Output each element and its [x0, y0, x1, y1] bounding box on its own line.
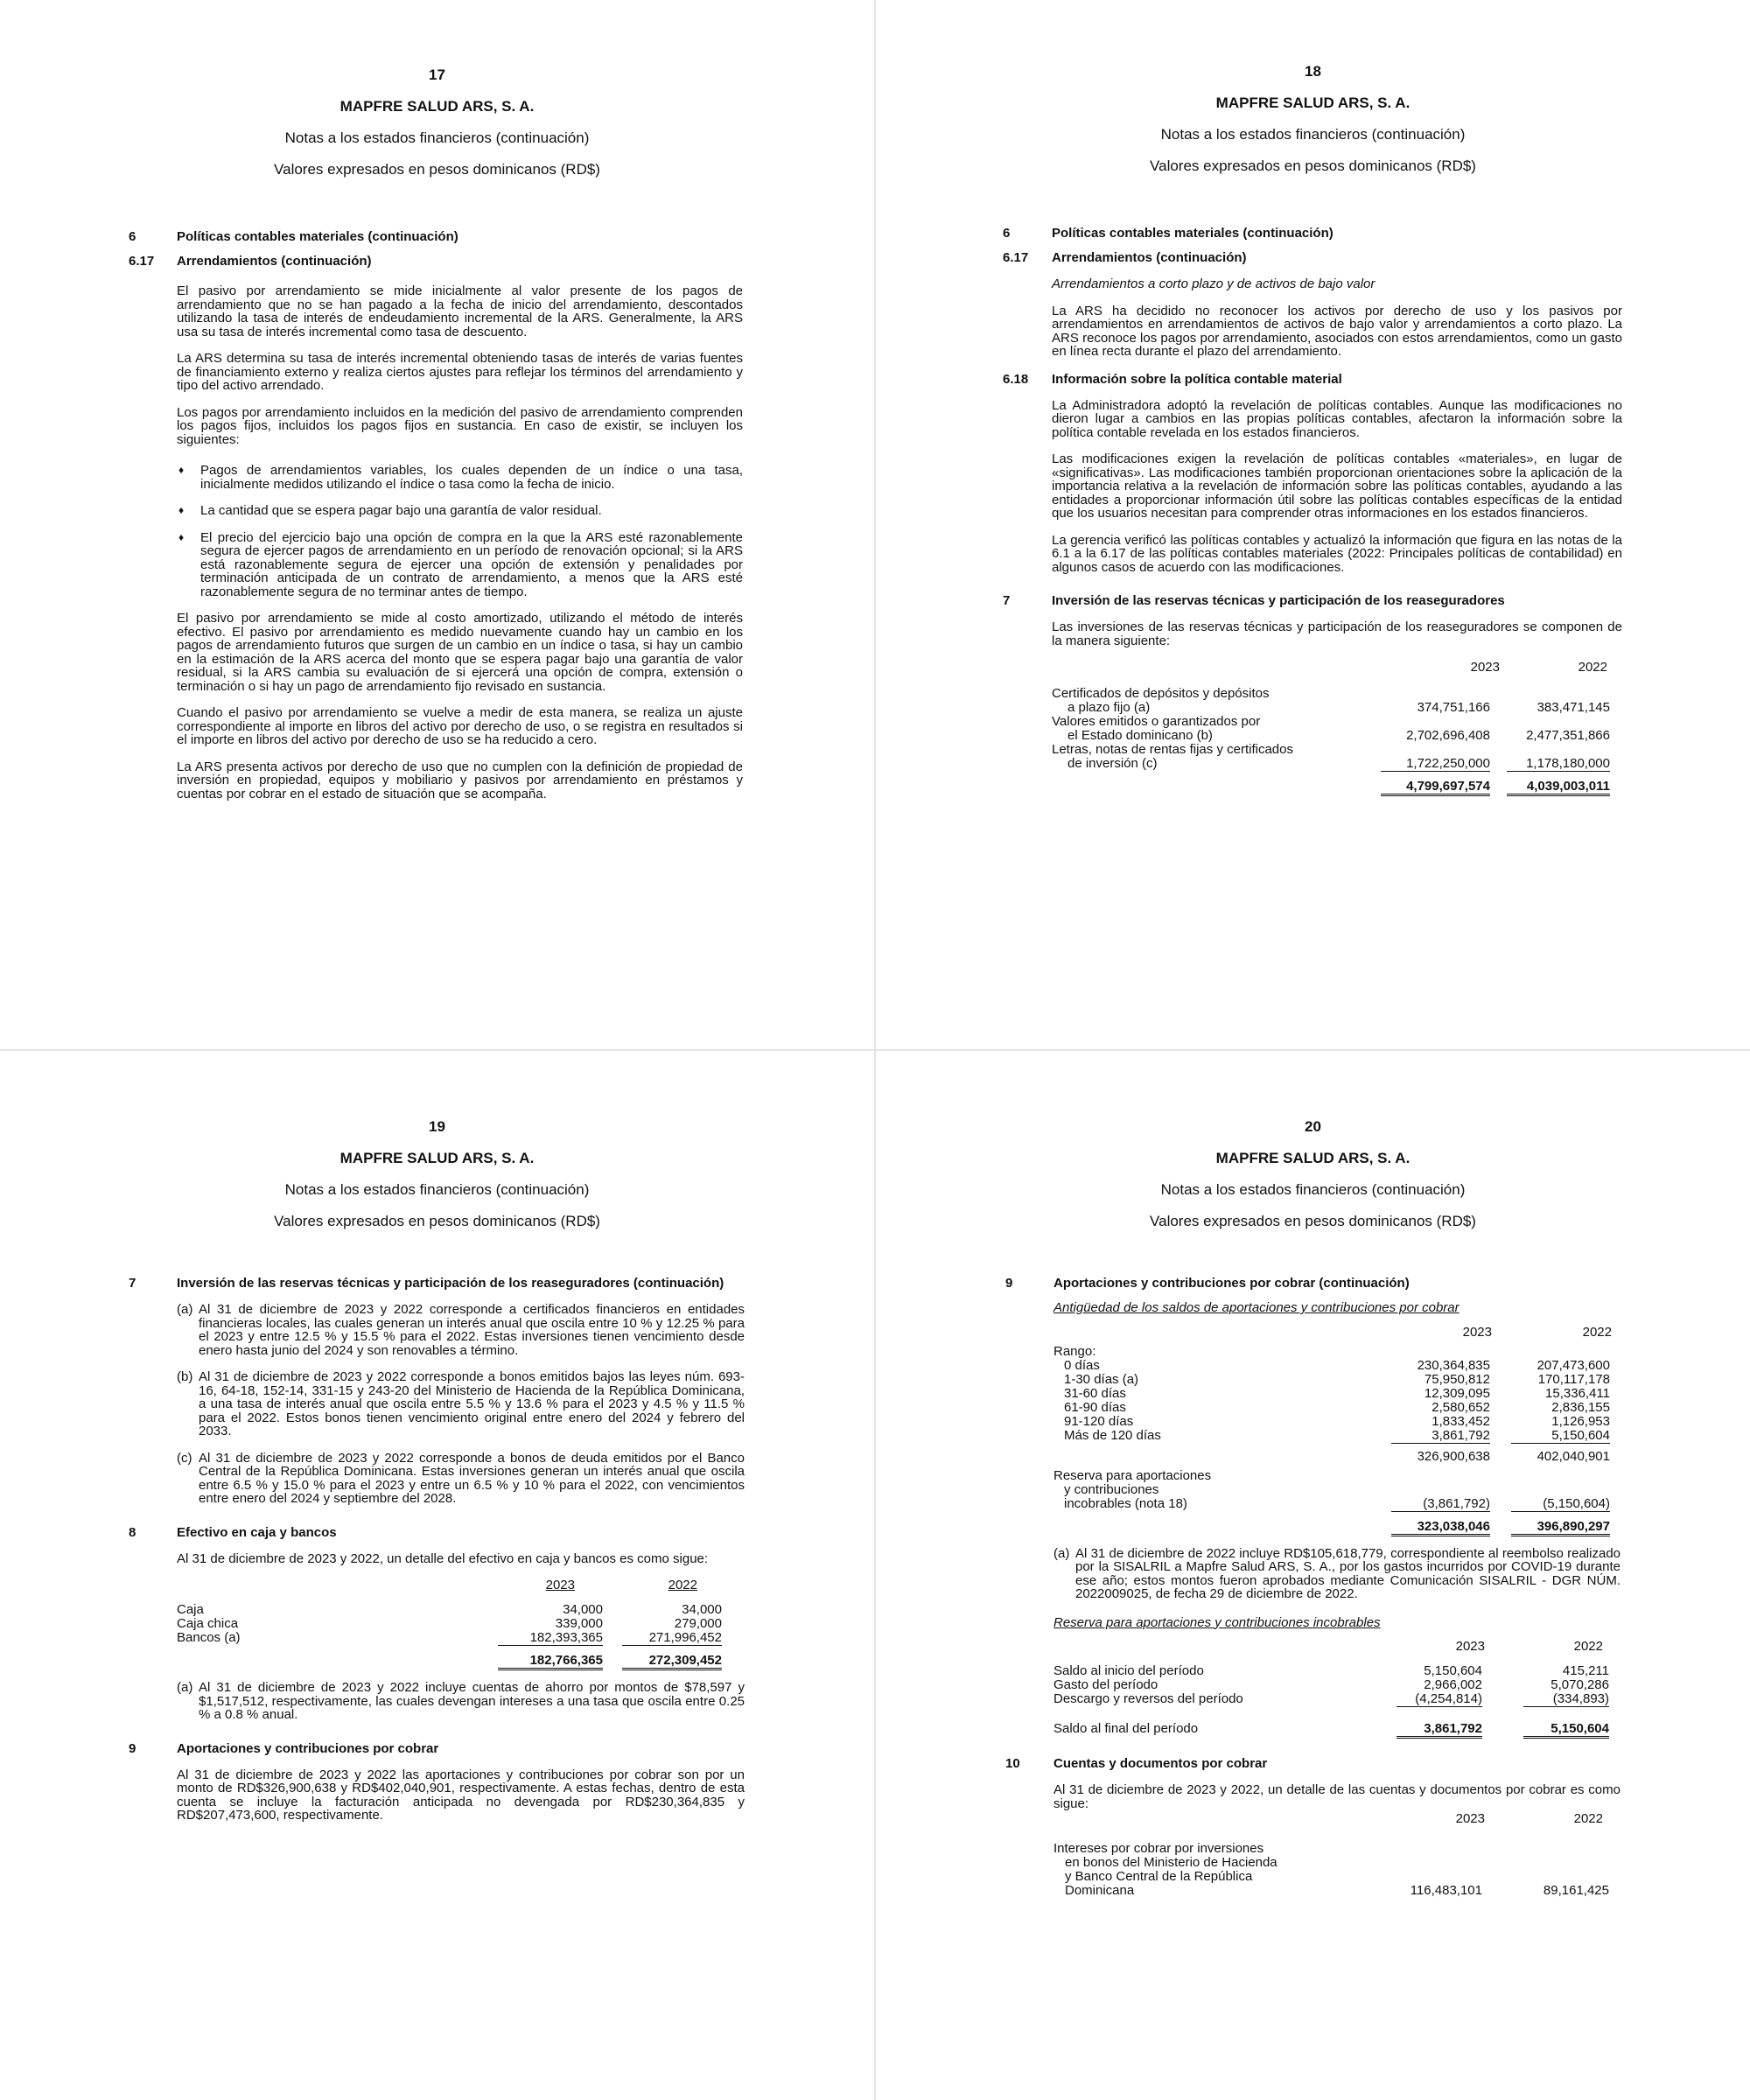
notes-subtitle: Notas a los estados financieros (continuación)	[1160, 126, 1466, 143]
total-2022: 272,309,452	[622, 1654, 722, 1670]
note-label: (a)	[1054, 1545, 1070, 1561]
value-2022: 2,836,155	[1551, 1399, 1610, 1415]
subsection-number: 6.18	[1003, 371, 1029, 387]
subsection-heading	[876, 372, 1750, 387]
note-text: Al 31 de diciembre de 2023 y 2022 incluye cuentas de ahorro por montos de $78,597 y $1,517,512, respectivamente, las cuales devengan intereses a una tasa que oscila entre 0.25 % a 0.8 % anual.	[199, 1680, 745, 1722]
bullet-item	[178, 463, 743, 492]
subsection-number: 6.17	[1003, 250, 1029, 265]
column-header-2022: 2022	[1582, 1324, 1612, 1340]
company-name: MAPFRE SALUD ARS, S. A.	[340, 98, 535, 115]
total-2023: 4,799,697,574	[1381, 780, 1490, 796]
row-label: Rango:	[1054, 1343, 1096, 1359]
column-header-2022: 2022	[1578, 660, 1607, 675]
row-label: Reserva para aportaciones	[1054, 1467, 1212, 1483]
paragraph: La ARS determina su tasa de interés incremental obteniendo tasas de interés de varias fuentes de financiamiento externo y realiza ciertos ajustes para reflejar los términos del arrendamiento y tipo del activo arrendado.	[177, 351, 743, 393]
total-row	[876, 780, 1750, 794]
table-row	[0, 1603, 874, 1617]
row-label: 31-60 días	[1064, 1385, 1126, 1401]
value-2023: 2,966,002	[1424, 1677, 1482, 1692]
table-row	[876, 1497, 1750, 1511]
diamond-bullet-icon: ♦	[178, 464, 185, 476]
section-title: Efectivo en caja y bancos	[177, 1524, 337, 1540]
notes-subtitle: Notas a los estados financieros (continuación)	[1160, 1181, 1466, 1198]
paragraph: La Administradora adoptó la revelación de políticas contables. Aunque las modificaciones no dieron lugar a cambios en las propias políticas contables, afectaron la información sobre la política contable revelada en los estados financieros.	[1052, 397, 1622, 440]
page-18	[876, 0, 1750, 1049]
section-title: Aportaciones y contribuciones por cobrar	[177, 1740, 439, 1756]
row-label: Saldo al inicio del período	[1054, 1663, 1204, 1678]
page-20	[876, 1051, 1750, 2100]
total-row	[0, 1654, 874, 1668]
row-label: Bancos (a)	[177, 1630, 241, 1645]
section-title: Aportaciones y contribuciones por cobrar (continuación)	[1054, 1276, 1410, 1291]
section-title: Inversión de las reservas técnicas y participación de los reaseguradores	[1052, 593, 1505, 608]
total-2023: 3,861,792	[1396, 1722, 1482, 1739]
table-header-row	[876, 1812, 1750, 1830]
row-label: Gasto del período	[1054, 1677, 1158, 1692]
row-label: y contribuciones	[1064, 1481, 1159, 1497]
value-2022: 207,473,600	[1536, 1357, 1610, 1373]
section-heading	[876, 1756, 1750, 1771]
row-label: 61-90 días	[1064, 1399, 1126, 1415]
note-label: (c)	[177, 1450, 192, 1466]
column-header-2023: 2023	[1455, 1639, 1485, 1654]
paragraph: El pasivo por arrendamiento se mide inicialmente al valor presente de los pagos de arrendamiento que no se han pagado a la fecha de inicio del arrendamiento, descontados utilizando la tasa de interés de endeudamiento incremental de la ARS. Generalmente, la ARS usa su tasa de interés incremental como tasa de descuento.	[177, 284, 743, 340]
section-title: Políticas contables materiales (continuación)	[1052, 226, 1334, 241]
bullet-item	[178, 529, 743, 599]
total-2022: 5,150,604	[1523, 1722, 1609, 1739]
total-2022: 396,890,297	[1511, 1520, 1610, 1536]
value-2022: 271,996,452	[622, 1631, 722, 1646]
section-heading	[0, 1525, 874, 1540]
section-number: 10	[1005, 1756, 1020, 1771]
page-number: 20	[1305, 1118, 1321, 1135]
table-row	[876, 1401, 1750, 1415]
row-label: Letras, notas de rentas fijas y certificados	[1052, 742, 1293, 757]
paragraph: Al 31 de diciembre de 2023 y 2022 las aportaciones y contribuciones por cobrar son por un monto de RD$326,900,638 y RD$402,040,901, respectivamente. A estas fechas, dentro de esta cuenta se incluye la facturación anticipada no devengada por RD$230,364,835 y RD$207,473,600, respectivamente.	[177, 1767, 745, 1823]
table-row	[0, 1631, 874, 1645]
table-row	[876, 1469, 1750, 1483]
value-2023: 339,000	[555, 1616, 603, 1631]
row-label: y Banco Central de la República	[1065, 1869, 1253, 1884]
value-2023: 2,580,652	[1432, 1399, 1490, 1415]
row-label: 91-120 días	[1064, 1413, 1134, 1429]
value-2022: 89,161,425	[1543, 1883, 1609, 1898]
value-2022: 415,211	[1562, 1663, 1609, 1678]
table-header-row	[876, 661, 1750, 678]
company-name: MAPFRE SALUD ARS, S. A.	[340, 1150, 535, 1166]
row-label: Saldo al final del período	[1054, 1721, 1199, 1736]
bullet-text: Pagos de arrendamientos variables, los cuales dependen de un índice o una tasa, inicialmente medidos utilizando el índice o tasa como la fecha de inicio.	[200, 463, 743, 492]
row-label: incobrables (nota 18)	[1064, 1495, 1187, 1511]
total-row	[876, 1722, 1750, 1736]
table-row	[876, 1387, 1750, 1401]
column-header-2023: 2023	[1470, 660, 1500, 675]
column-header-2022: 2022	[1573, 1811, 1603, 1826]
table-row	[876, 687, 1750, 701]
value-2023: 1,833,452	[1432, 1413, 1490, 1429]
section-heading	[0, 1276, 874, 1291]
table-row	[876, 1884, 1750, 1898]
paragraph: El pasivo por arrendamiento se mide al costo amortizado, utilizando el método de interés efectivo. El pasivo por arrendamiento es medido nuevamente cuando hay un cambio en los pagos de arrendamiento futuros que surgen de un cambio en un índice o tasa, si hay un cambio en la estimación de la ARS acerca del monto que se espera pagar bajo una garantía de valor residual, si la ARS cambia su evaluación de si ejercerá una opción de compra, extensión o terminación o si hay un pago de arrendamiento fijo revisado en sustancia.	[177, 611, 743, 694]
subsection-heading	[876, 250, 1750, 265]
note-label: (a)	[177, 1302, 193, 1317]
section-heading	[876, 226, 1750, 241]
value-2023: (4,254,814)	[1396, 1692, 1482, 1707]
value-2023: 230,364,835	[1417, 1357, 1490, 1373]
table-row	[0, 1617, 874, 1631]
value-2023: 12,309,095	[1424, 1385, 1490, 1401]
note-text: Al 31 de diciembre de 2022 incluye RD$105,618,779, correspondiente al reembolso realizado por la SISALRIL a Mapfre Salud ARS, S. A., por los gastos incurridos por COVID-19 durante ese año; estos montos fueron aprobados mediante Comunicación SISALRIL - DGR NÚM. 2022009025, de fecha 29 de diciembre de 2022.	[1075, 1545, 1620, 1601]
bullet-text: La cantidad que se espera pagar bajo una garantía de valor residual.	[200, 503, 602, 518]
value-2022: (334,893)	[1523, 1692, 1609, 1707]
note-text: Al 31 de diciembre de 2023 y 2022 corresponde a bonos emitidos bajos las leyes núm. 693-16, 64-18, 152-14, 331-15 y 243-20 del Ministerio de Hacienda de la República Dominicana, a una tasa de interés anual que oscila entre 5.5 % y 13.6 % para el 2023 y 4.5 % y 11.5 % para el 2022. Estos bonos tienen vencimiento original entre enero del 2024 y febrero del 2033.	[199, 1369, 745, 1438]
notes-subtitle: Notas a los estados financieros (continuación)	[284, 130, 590, 146]
note-item	[177, 1450, 745, 1506]
value-2022: 34,000	[682, 1602, 722, 1617]
section-title: Inversión de las reservas técnicas y participación de los reaseguradores (continuación)	[177, 1276, 724, 1291]
row-label: Valores emitidos o garantizados por	[1052, 714, 1261, 729]
page-header	[0, 66, 874, 192]
paragraph: Las modificaciones exigen la revelación de políticas contables «materiales», en lugar de «significativas». Las modificaciones también proporcionan orientaciones sobre la aplicación de la importancia relativa a la revelación de información sobre las políticas contables, ayudando a las entidades a proporcionar información útil sobre las políticas contables específicas de la entidad que los usuarios necesitan para comprender otras informaciones en los estados financieros.	[1052, 452, 1622, 521]
value-2022: 170,117,178	[1537, 1371, 1610, 1387]
table-row	[876, 701, 1750, 715]
subsection-title: Arrendamientos (continuación)	[1052, 250, 1247, 265]
subsection-heading	[0, 254, 874, 269]
subtotal-2022: 402,040,901	[1536, 1448, 1610, 1464]
section-number: 7	[129, 1276, 136, 1291]
table-row	[876, 1415, 1750, 1429]
note-item	[177, 1302, 745, 1358]
table-row	[876, 715, 1750, 729]
paragraph: La ARS presenta activos por derecho de uso que no cumplen con la definición de propiedad de inversión en propiedad, equipos y mobiliario y pasivos por arrendamiento en préstamos y cuentas por cobrar en el estado de situación que se acompaña.	[177, 759, 743, 802]
italic-heading: Arrendamientos a corto plazo y de activos de bajo valor	[1052, 276, 1376, 291]
table-row	[876, 1345, 1750, 1359]
paragraph: Al 31 de diciembre de 2023 y 2022, un detalle del efectivo en caja y bancos es como sigue:	[177, 1550, 709, 1566]
row-label: Certificados de depósitos y depósitos	[1052, 686, 1270, 701]
table-header-row	[0, 1578, 874, 1598]
subtotal-2023: 326,900,638	[1417, 1448, 1490, 1464]
value-2022: 383,471,145	[1536, 700, 1610, 715]
table-row	[876, 1429, 1750, 1443]
section-title: Políticas contables materiales (continuación)	[177, 229, 458, 244]
table-row	[876, 1842, 1750, 1856]
paragraph: Cuando el pasivo por arrendamiento se vuelve a medir de esta manera, se realiza un ajuste correspondiente al importe en libros del activo por derecho de uso, o se registra en resultados si el importe en libros del activo por derecho de uso se ha reducido a cero.	[177, 705, 743, 747]
value-2022: 5,150,604	[1511, 1429, 1610, 1444]
value-2023: 116,483,101	[1410, 1883, 1482, 1898]
table-row	[876, 1483, 1750, 1497]
company-name: MAPFRE SALUD ARS, S. A.	[1215, 94, 1410, 111]
subsection-title: Información sobre la política contable material	[1052, 371, 1342, 387]
row-label: Caja	[177, 1602, 204, 1617]
row-label: Caja chica	[177, 1616, 239, 1631]
bullet-item	[178, 503, 743, 518]
row-label: Descargo y reversos del período	[1054, 1691, 1243, 1706]
value-2022: 1,178,180,000	[1507, 757, 1610, 772]
value-2023: 5,150,604	[1424, 1663, 1482, 1678]
section-number: 8	[129, 1524, 136, 1540]
section-number: 6	[129, 229, 136, 244]
page-number: 19	[429, 1118, 445, 1135]
paragraph: La gerencia verificó las políticas contables y actualizó la información que figura en las notas de la 6.1 a la 6.17 de las políticas contables materiales (2022: Principales políticas de contabilidad) en algunos casos de acuerdo con las modificaciones.	[1052, 532, 1622, 575]
value-2022: 5,070,286	[1550, 1677, 1609, 1692]
cash-table	[0, 1578, 874, 1668]
diamond-bullet-icon: ♦	[178, 530, 185, 543]
row-label: 1-30 días (a)	[1064, 1371, 1139, 1387]
subtotal-row	[876, 1450, 1750, 1464]
row-label: el Estado dominicano (b)	[1068, 728, 1213, 743]
notes-subtitle: Notas a los estados financieros (continuación)	[284, 1181, 590, 1198]
paragraph: Los pagos por arrendamiento incluidos en la medición del pasivo de arrendamiento comprenden los pagos fijos, incluidos los pagos fijos en sustancia. En caso de existir, se incluyen los siguientes:	[177, 404, 743, 447]
table-header-row	[876, 1326, 1750, 1345]
currency-note: Valores expresados en pesos dominicanos (RD$)	[274, 161, 600, 178]
table-row	[876, 1373, 1750, 1387]
table-row	[876, 757, 1750, 771]
section-heading	[876, 593, 1750, 608]
total-row	[876, 1520, 1750, 1534]
table-row	[876, 1692, 1750, 1706]
value-2023: 2,702,696,408	[1406, 728, 1490, 743]
value-2022: 1,126,953	[1551, 1413, 1610, 1429]
subsection-number: 6.17	[129, 254, 155, 269]
note-item	[177, 1680, 745, 1722]
section-heading	[876, 1276, 1750, 1291]
column-header-2023: 2023	[545, 1578, 575, 1592]
column-header-2023: 2023	[1455, 1811, 1485, 1826]
section-title: Cuentas y documentos por cobrar	[1054, 1756, 1268, 1771]
note-item	[1054, 1545, 1620, 1601]
paragraph: La ARS ha decidido no reconocer los activos por derecho de uso y los pasivos por arrendamientos en arrendamientos de activos de bajo valor y arrendamientos a corto plazo. La ARS reconoce los pagos por arrendamiento, asociados con estos arrendamientos, como un gasto en línea recta durante el plazo del arrendamiento.	[1052, 303, 1622, 359]
table-row	[876, 743, 1750, 757]
value-2023: 34,000	[563, 1602, 603, 1617]
value-2022: 279,000	[674, 1616, 722, 1631]
section-heading	[0, 229, 874, 244]
note-item	[177, 1369, 745, 1438]
value-2023: 75,950,812	[1424, 1371, 1490, 1387]
table-row	[876, 1678, 1750, 1692]
page-number: 17	[429, 66, 445, 83]
value-2022: (5,150,604)	[1511, 1497, 1610, 1512]
row-label: Intereses por cobrar por inversiones	[1054, 1841, 1264, 1856]
column-header-2022: 2022	[668, 1578, 697, 1592]
note-label: (b)	[177, 1369, 193, 1384]
page-17	[0, 0, 874, 1049]
value-2023: 374,751,166	[1417, 700, 1490, 715]
page-header	[0, 1118, 874, 1244]
row-label: Dominicana	[1065, 1883, 1135, 1898]
table-heading: Antigüedad de los saldos de aportaciones y contribuciones por cobrar	[1054, 1300, 1460, 1315]
total-2023: 182,766,365	[498, 1654, 603, 1670]
value-2023: 1,722,250,000	[1381, 757, 1490, 772]
company-name: MAPFRE SALUD ARS, S. A.	[1215, 1150, 1410, 1166]
note-label: (a)	[177, 1680, 193, 1695]
value-2023: 3,861,792	[1391, 1429, 1490, 1444]
currency-note: Valores expresados en pesos dominicanos (RD$)	[1150, 1213, 1476, 1229]
row-label: de inversión (c)	[1068, 756, 1158, 771]
total-2022: 4,039,003,011	[1507, 780, 1610, 796]
currency-note: Valores expresados en pesos dominicanos (RD$)	[1150, 158, 1476, 174]
section-number: 7	[1003, 593, 1011, 608]
currency-note: Valores expresados en pesos dominicanos (RD$)	[274, 1213, 600, 1229]
section-heading	[0, 1741, 874, 1756]
value-2022: 15,336,411	[1545, 1385, 1610, 1401]
note-text: Al 31 de diciembre de 2023 y 2022 corresponde a bonos de deuda emitidos por el Banco Central de la República Dominicana. Estas inversiones generan un interés anual que oscila entre 6.5 % y 15.0 % para el 2023 y entre un 6.5 % y 10 % para el 2022, con vencimientos entre enero del 2024 y septiembre del 2028.	[199, 1450, 745, 1506]
column-header-2022: 2022	[1573, 1639, 1603, 1654]
table-row	[876, 1870, 1750, 1884]
page-19	[0, 1051, 874, 2100]
table-row	[876, 729, 1750, 743]
aging-rows	[876, 1359, 1750, 1443]
page-header	[876, 1118, 1750, 1244]
table-row	[876, 1664, 1750, 1678]
paragraph: Las inversiones de las reservas técnicas y participación de los reaseguradores se componen de la manera siguiente:	[1052, 620, 1622, 648]
bullet-text: El precio del ejercicio bajo una opción de compra en la que la ARS esté razonablemente segura de ejercer pagos de arrendamiento en un período de renovación opcional; si la ARS está razonablemente segura de ejercer una opción de extensión y penalidades por terminación anticipada de un contrato de arrendamiento, a menos que la ARS esté razonablemente segura de no terminar antes de tiempo.	[200, 529, 743, 599]
paragraph: Al 31 de diciembre de 2023 y 2022, un detalle de las cuentas y documentos por cobrar es como sigue:	[1054, 1782, 1620, 1811]
row-label: Más de 120 días	[1064, 1427, 1161, 1443]
section-number: 6	[1003, 226, 1011, 241]
table-header-row	[876, 1640, 1750, 1659]
value-2023: (3,861,792)	[1391, 1497, 1490, 1512]
page-header	[876, 63, 1750, 189]
row-label: en bonos del Ministerio de Hacienda	[1065, 1855, 1278, 1870]
row-label: a plazo fijo (a)	[1068, 700, 1151, 715]
aging-table	[876, 1326, 1750, 1534]
diamond-bullet-icon: ♦	[178, 504, 185, 516]
column-header-2023: 2023	[1462, 1324, 1492, 1340]
subsection-title: Arrendamientos (continuación)	[177, 254, 372, 269]
investments-table	[876, 661, 1750, 794]
table-row	[876, 1856, 1750, 1870]
section-number: 9	[129, 1740, 136, 1756]
value-2023: 182,393,365	[498, 1631, 603, 1646]
table-heading: Reserva para aportaciones y contribuciones incobrables	[1054, 1614, 1381, 1630]
section-number: 9	[1005, 1276, 1013, 1291]
total-2023: 323,038,046	[1391, 1520, 1490, 1536]
table-row	[876, 1359, 1750, 1373]
row-label: 0 días	[1064, 1357, 1100, 1373]
page-number: 18	[1305, 63, 1321, 80]
receivables-table	[876, 1812, 1750, 1898]
value-2022: 2,477,351,866	[1526, 728, 1610, 743]
note-text: Al 31 de diciembre de 2023 y 2022 corresponde a certificados financieros en entidades financieras locales, las cuales generan un interés anual que oscila entre 10 % y 12.25 % para el 2023 y entre 12.5 % y 15.5 % para el 2022. Estas inversiones tienen vencimiento desde enero hasta junio del 2024 y son renovables a término.	[199, 1302, 745, 1358]
reserve-table	[876, 1640, 1750, 1736]
